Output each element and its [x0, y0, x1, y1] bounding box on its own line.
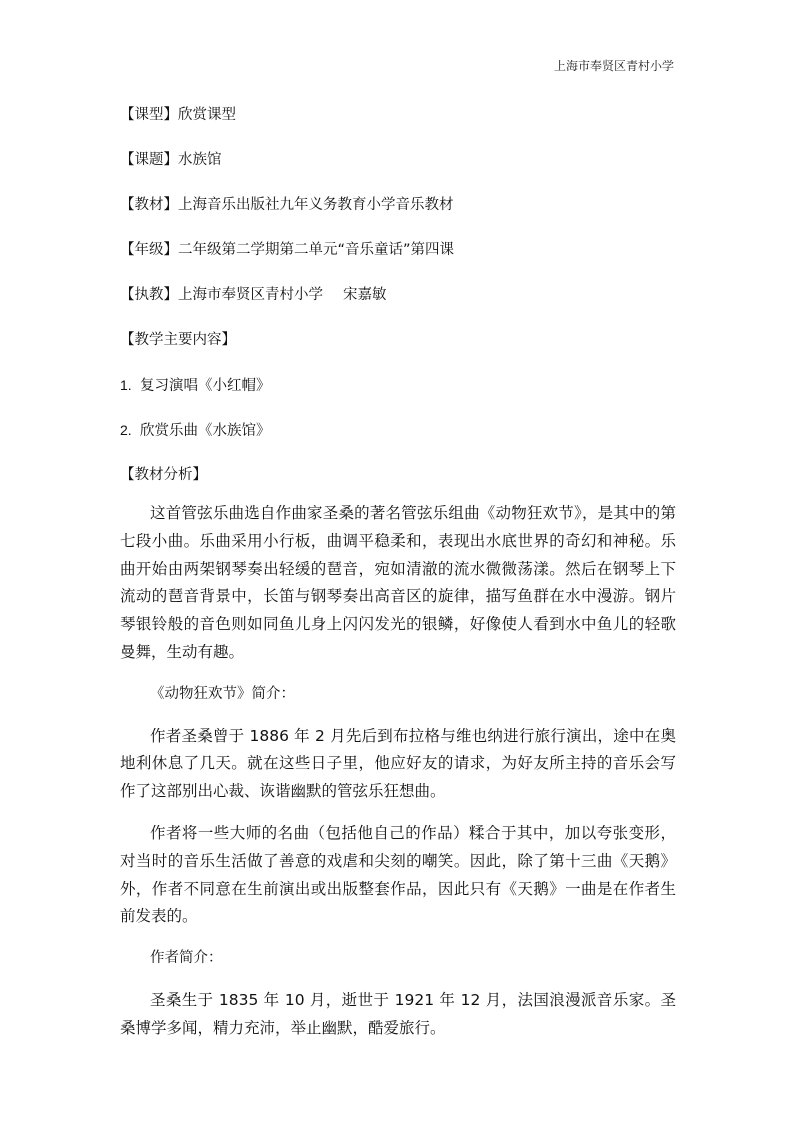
textbook-line	[120, 194, 676, 216]
list-item-text: 复习演唱《小红帽》	[140, 378, 271, 394]
document-body	[120, 104, 676, 1057]
main-content-heading: 【教学主要内容】	[120, 332, 236, 348]
grade-value: 二年级第二学期第二单元“音乐童话”第四课	[178, 242, 455, 258]
analysis-paragraph: 这首管弦乐曲选自作曲家圣桑的著名管弦乐组曲《动物狂欢节》，是其中的第七段小曲。乐曲采用小行板，曲调平稳柔和，表现出水底世界的奇幻和神秘。乐曲开始由两架钢琴奏出轻缓的琶音，宛如清澈的流水微微荡漾。然后在钢琴上下流动的琶音背景中，长笛与钢琴奏出高音区的旋律，描写鱼群在水中漫游。钢片琴银铃般的音色则如同鱼儿身上闪闪发光的银鳞，好像使人看到水中鱼儿的轻歌曼舞，生动有趣。	[120, 504, 676, 661]
lesson-type-value: 欣赏课型	[178, 107, 236, 123]
textbook-value: 上海音乐出版社九年义务教育小学音乐教材	[178, 197, 454, 213]
list-item	[120, 419, 676, 441]
header-school-name: 上海市奉贤区青村小学	[553, 59, 674, 73]
author-paragraph: 圣桑生于 1835 年 10 月，逝世于 1921 年 12 月，法国浪漫派音乐家。圣桑博学多闻，精力充沛，举止幽默，酷爱旅行。	[120, 990, 676, 1037]
analysis-heading: 【教材分析】	[120, 467, 207, 483]
lesson-type-line	[120, 104, 676, 126]
list-item	[120, 374, 676, 396]
teacher-school: 上海市奉贤区青村小学	[178, 287, 323, 303]
list-item-number: 2.	[120, 422, 132, 438]
carnival-intro-heading: 《动物狂欢节》简介：	[150, 685, 295, 702]
list-item-text: 欣赏乐曲《水族馆》	[140, 423, 271, 439]
teacher-label: 【执教】	[120, 287, 178, 303]
list-item-number: 1.	[120, 377, 132, 393]
author-intro-heading: 作者简介：	[150, 950, 223, 967]
textbook-label: 【教材】	[120, 197, 178, 213]
grade-line	[120, 239, 676, 261]
carnival-paragraph-1: 作者圣桑曾于 1886 年 2 月先后到布拉格与维也纳进行旅行演出，途中在奥地利休息了几天。就在这些日子里，他应好友的请求，为好友所主持的音乐会写作了这部别出心裁、诙谐幽默的管弦乐狂想曲。	[120, 726, 676, 801]
teacher-line	[120, 284, 676, 306]
lesson-topic-line	[120, 149, 676, 171]
grade-label: 【年级】	[120, 242, 178, 258]
lesson-type-label: 【课型】	[120, 107, 178, 123]
teacher-name: 宋嘉敏	[343, 287, 387, 303]
lesson-topic-label: 【课题】	[120, 152, 178, 168]
lesson-topic-value: 水族馆	[178, 152, 222, 168]
carnival-paragraph-2: 作者将一些大师的名曲（包括他自己的作品）糅合于其中，加以夸张变形，对当时的音乐生活做了善意的戏虐和尖刻的嘲笑。因此，除了第十三曲《天鹅》外，作者不同意在生前演出或出版整套作品，因此只有《天鹅》一曲是在作者生前发表的。	[120, 823, 676, 926]
header-divider	[120, 80, 682, 81]
